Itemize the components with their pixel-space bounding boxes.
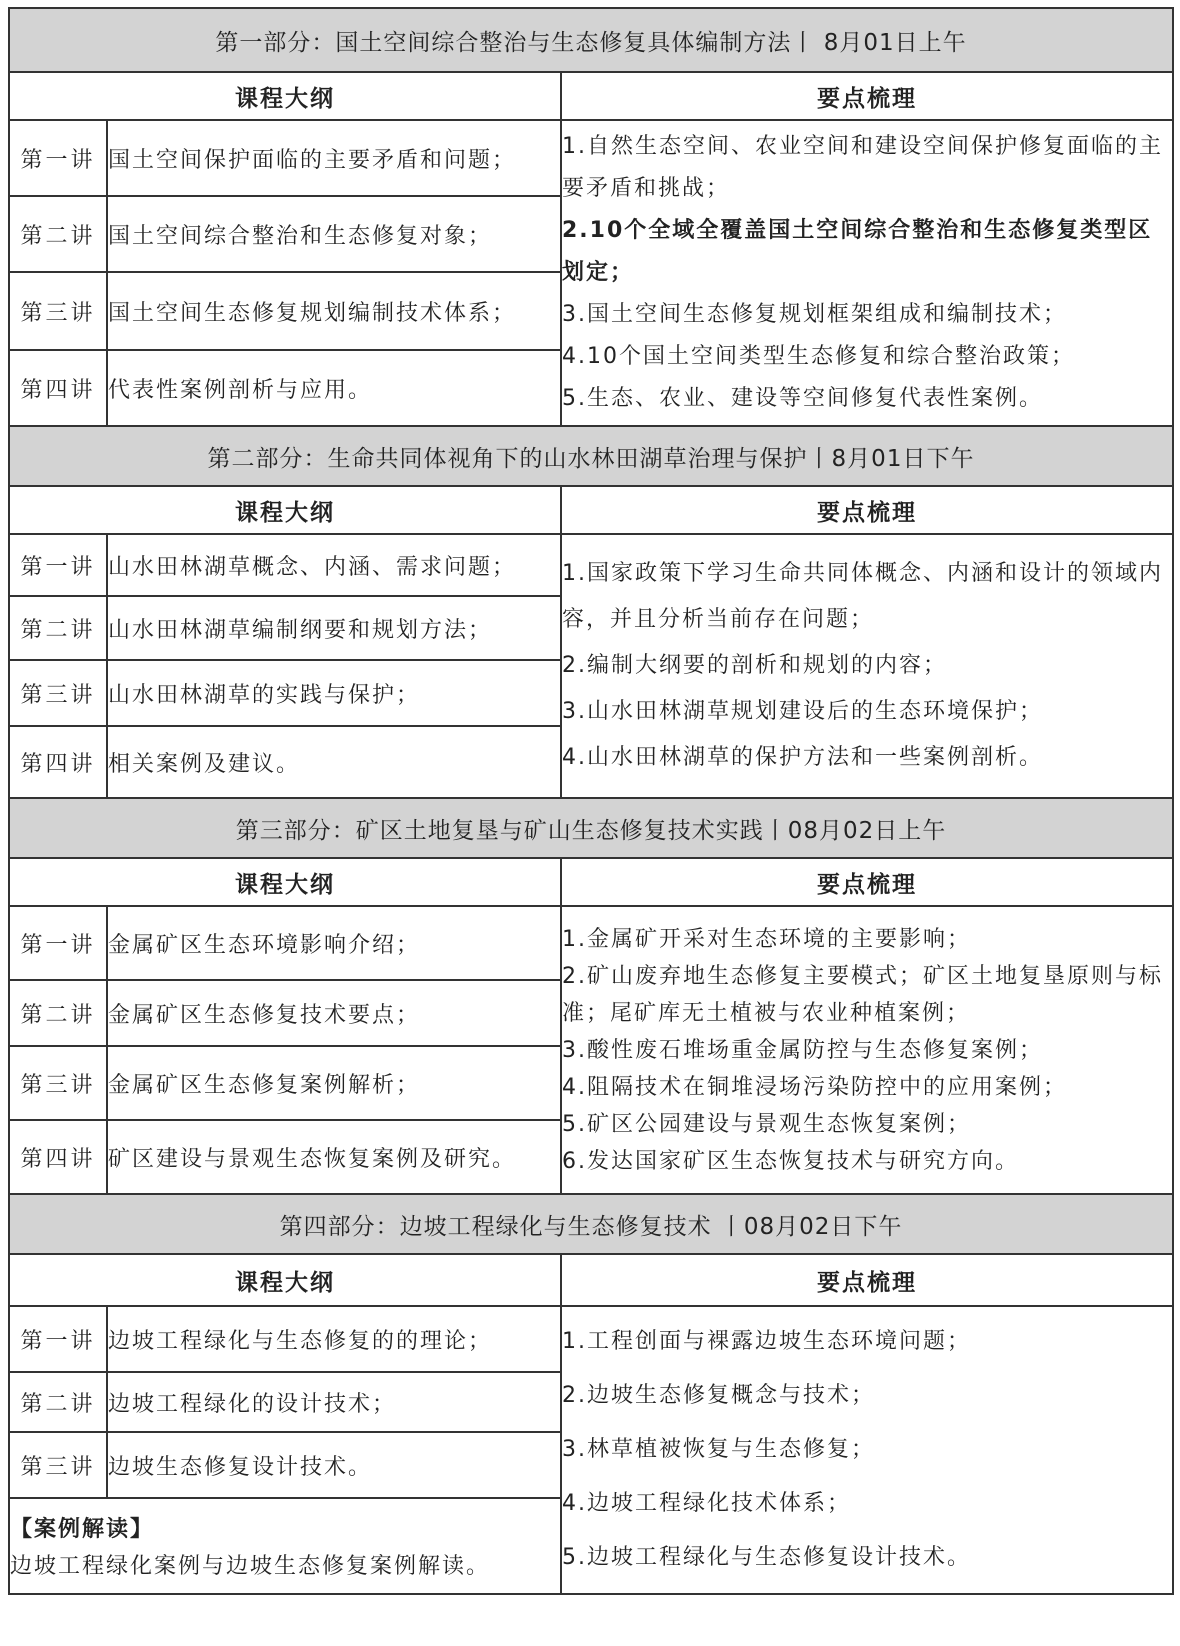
key-points-cell — [561, 534, 1173, 798]
lecture-number: 第三讲 — [9, 1046, 107, 1120]
lecture-topic: 边坡生态修复设计技术。 — [107, 1432, 561, 1498]
lecture-number: 第一讲 — [9, 534, 107, 596]
lecture-number: 第一讲 — [9, 1306, 107, 1372]
lecture-topic: 金属矿区生态修复案例解析； — [107, 1046, 561, 1120]
lecture-number: 第三讲 — [9, 660, 107, 726]
section-title: 第四部分：边坡工程绿化与生态修复技术 丨08月02日下午 — [9, 1194, 1173, 1254]
section-2-table — [8, 425, 1174, 799]
key-point: 3.林草植被恢复与生态修复； — [562, 1437, 875, 1462]
lecture-topic: 矿区建设与景观生态恢复案例及研究。 — [107, 1120, 561, 1194]
key-point: 5.矿区公园建设与景观生态恢复案例； — [562, 1111, 971, 1137]
lecture-topic: 山水田林湖草编制纲要和规划方法； — [107, 596, 561, 660]
key-point: 2.10个全域全覆盖国土空间综合整治和生态修复类型区划定； — [562, 218, 1153, 285]
lecture-topic: 国土空间生态修复规划编制技术体系； — [107, 272, 561, 350]
key-point: 3.山水田林湖草规划建设后的生态环境保护； — [562, 699, 1043, 724]
outline-header: 课程大纲 — [9, 72, 561, 120]
section-title: 第二部分：生命共同体视角下的山水林田湖草治理与保护丨8月01日下午 — [9, 426, 1173, 486]
section-title: 第三部分：矿区土地复垦与矿山生态修复技术实践丨08月02日上午 — [9, 798, 1173, 858]
case-study-cell — [9, 1498, 561, 1594]
section-1-table — [8, 7, 1174, 427]
key-point: 6.发达国家矿区生态恢复技术与研究方向。 — [562, 1148, 1019, 1174]
case-study-title: 【案例解读】 — [10, 1517, 155, 1542]
lecture-topic: 边坡工程绿化的设计技术； — [107, 1372, 561, 1432]
case-study-text: 边坡工程绿化案例与边坡生态修复案例解读。 — [10, 1554, 491, 1579]
key-point: 3.国土空间生态修复规划框架组成和编制技术； — [562, 302, 1067, 327]
lecture-number: 第一讲 — [9, 906, 107, 980]
section-3-table — [8, 797, 1174, 1195]
lecture-number: 第二讲 — [9, 196, 107, 272]
key-point: 1.金属矿开采对生态环境的主要影响； — [562, 926, 971, 952]
points-header: 要点梳理 — [561, 1254, 1173, 1306]
lecture-topic: 山水田林湖草的实践与保护； — [107, 660, 561, 726]
lecture-number: 第一讲 — [9, 120, 107, 196]
key-point: 4.10个国土空间类型生态修复和综合整治政策； — [562, 344, 1075, 369]
key-points-cell — [561, 1306, 1173, 1594]
points-header: 要点梳理 — [561, 858, 1173, 906]
key-point: 5.生态、农业、建设等空间修复代表性案例。 — [562, 386, 1043, 411]
course-document — [8, 7, 1172, 1595]
key-point: 1.工程创面与裸露边坡生态环境问题； — [562, 1329, 971, 1354]
lecture-topic: 边坡工程绿化与生态修复的的理论； — [107, 1306, 561, 1372]
key-point: 2.编制大纲要的剖析和规划的内容； — [562, 653, 947, 678]
key-point: 5.边坡工程绿化与生态修复设计技术。 — [562, 1545, 971, 1570]
key-point: 1.国家政策下学习生命共同体概念、内涵和设计的领域内容，并且分析当前存在问题； — [562, 561, 1163, 632]
lecture-number: 第四讲 — [9, 350, 107, 426]
lecture-number: 第二讲 — [9, 980, 107, 1046]
lecture-number: 第二讲 — [9, 1372, 107, 1432]
key-point: 2.矿山废弃地生态修复主要模式；矿区土地复垦原则与标准；尾矿库无土植被与农业种植案例； — [562, 963, 1163, 1026]
lecture-topic: 国土空间综合整治和生态修复对象； — [107, 196, 561, 272]
key-point: 4.阻隔技术在铜堆浸场污染防控中的应用案例； — [562, 1074, 1067, 1100]
points-header: 要点梳理 — [561, 486, 1173, 534]
lecture-number: 第四讲 — [9, 726, 107, 798]
key-point: 3.酸性废石堆场重金属防控与生态修复案例； — [562, 1037, 1043, 1063]
key-points-cell — [561, 906, 1173, 1194]
lecture-number: 第二讲 — [9, 596, 107, 660]
key-points-cell — [561, 120, 1173, 426]
lecture-topic: 国土空间保护面临的主要矛盾和问题； — [107, 120, 561, 196]
outline-header: 课程大纲 — [9, 858, 561, 906]
lecture-topic: 山水田林湖草概念、内涵、需求问题； — [107, 534, 561, 596]
key-point: 4.边坡工程绿化技术体系； — [562, 1491, 851, 1516]
key-point: 4.山水田林湖草的保护方法和一些案例剖析。 — [562, 745, 1043, 770]
key-point: 1.自然生态空间、农业空间和建设空间保护修复面临的主要矛盾和挑战； — [562, 134, 1163, 201]
lecture-topic: 代表性案例剖析与应用。 — [107, 350, 561, 426]
lecture-number: 第三讲 — [9, 1432, 107, 1498]
section-4-table — [8, 1193, 1174, 1595]
outline-header: 课程大纲 — [9, 486, 561, 534]
outline-header: 课程大纲 — [9, 1254, 561, 1306]
lecture-number: 第四讲 — [9, 1120, 107, 1194]
lecture-topic: 金属矿区生态修复技术要点； — [107, 980, 561, 1046]
lecture-number: 第三讲 — [9, 272, 107, 350]
points-header: 要点梳理 — [561, 72, 1173, 120]
lecture-topic: 相关案例及建议。 — [107, 726, 561, 798]
key-point: 2.边坡生态修复概念与技术； — [562, 1383, 875, 1408]
section-title: 第一部分：国土空间综合整治与生态修复具体编制方法丨 8月01日上午 — [9, 8, 1173, 72]
lecture-topic: 金属矿区生态环境影响介绍； — [107, 906, 561, 980]
